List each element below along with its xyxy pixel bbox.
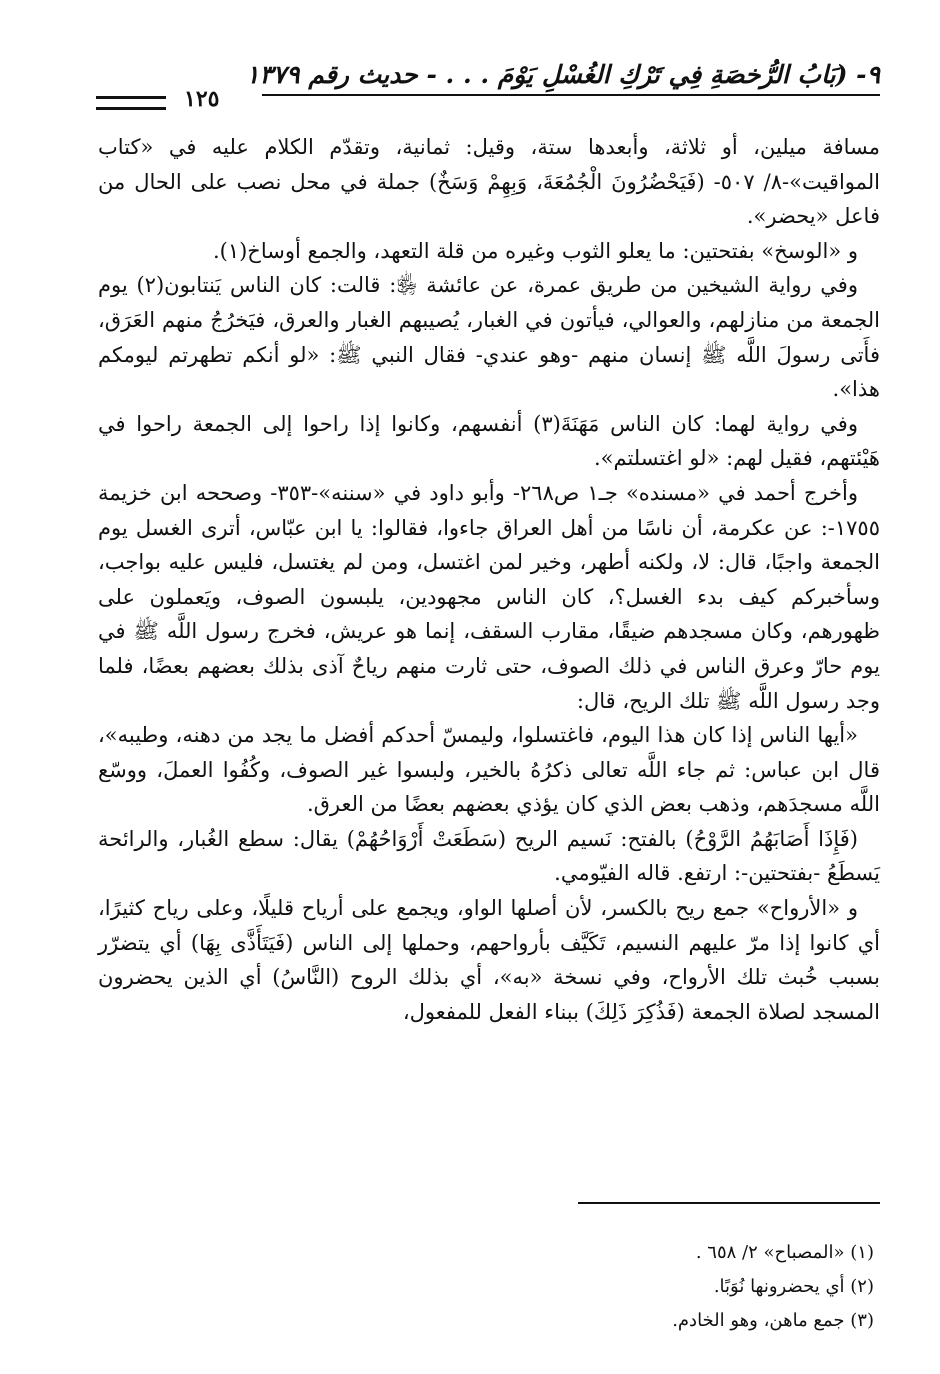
header-rule xyxy=(262,94,880,96)
footnote-2: (٢) أي يحضرونها نُوَبًا. xyxy=(713,1276,874,1297)
footnote-divider xyxy=(578,1202,880,1204)
paragraph-6: «أيها الناس إذا كان هذا اليوم، فاغتسلوا، وليمسّ أحدكم أفضل ما يجد من دهنه، وطيبه»، قال ابن عباس: ثم جاء اللَّه تعالى ذكرُهُ بالخير، ولبسوا غير الصوف، وكُفُوا العملَ، ووسّع اللَّه مسجدَهم، وذهب بعض الذي كان يؤذي بعضهم بعضًا من العرق. xyxy=(98,723,880,817)
paragraph-3: وفي رواية الشيخين من طريق عمرة، عن عائشة ﵂: قالت: كان الناس يَنتابون(٢) يوم الجمعة من منازلهم، والعوالي، فيأتون في الغبار، يُصيبهم الغبار والعرق، فيَخرُجُ منهم العَرَق، فأَتى رسولَ اللَّه ﷺ إنسان منهم -وهو عندي- فقال النبي ﷺ: «لو أنكم تطهرتم ليومكم هذا». xyxy=(98,273,880,402)
paragraph-2: و «الوسخ» بفتحتين: ما يعلو الثوب وغيره من قلة التعهد، والجمع أوساخ(١). xyxy=(212,238,858,263)
paragraph-1: مسافة ميلين، أو ثلاثة، وأبعدها ستة، وقيل: ثمانية، وتقدّم الكلام عليه في «كتاب المواقيت»-٨/ ٥٠٧- (فَيَحْضُرُونَ الْجُمُعَةَ، وَبِهِمْ وَسَخٌ) جملة في محل نصب على الحال من فاعل «يحضر». xyxy=(98,135,880,229)
header-double-rule xyxy=(96,96,166,110)
body-text xyxy=(98,130,880,1029)
page-number: ١٢٥ xyxy=(184,86,220,112)
running-title: ٩- (بَابُ الرُّخصَةِ فِي تَرْكِ الغُسْلِ يَوْمَ . . . - حديث رقم ١٣٧٩ xyxy=(245,60,880,89)
paragraph-8: و «الأرواح» جمع ريح بالكسر، لأن أصلها الواو، ويجمع على أرياح قليلًا، وعلى رياح كثيرًا، أي كانوا إذا مرّ عليهم النسيم، تَكَيَّف بأرواحهم، وحملها إلى الناس (فَيَتَأَذَّى بِهَا) أي يتضرّر بسبب خُبث تلك الأرواح، وفي نسخة «به»، أي بذلك الروح (النَّاسُ) أي الذين يحضرون المسجد لصلاة الجمعة (فَذُكِرَ ذَلِكَ) ببناء الفعل للمفعول، xyxy=(98,896,880,1024)
page-header xyxy=(96,52,880,112)
footnote-3: (٣) جمع ماهن، وهو الخادم. xyxy=(672,1310,874,1331)
paragraph-7: (فَإِذَا أَصَابَهُمُ الرَّوْحُ) بالفتح: نَسيم الريح (سَطَعَتْ أَرْوَاحُهُمْ) يقال: سطع الغُبار، والرائحة يَسطَعُ -بفتحتين-: ارتفع. قاله الفيّومي. xyxy=(98,826,880,886)
footnotes xyxy=(672,1236,874,1338)
paragraph-4: وفي رواية لهما: كان الناس مَهَنَةَ(٣) أنفسهم، وكانوا إذا راحوا إلى الجمعة راحوا في هَيْئتهم، فقيل لهم: «لو اغتسلتم». xyxy=(98,411,880,471)
footnote-1: (١) «المصباح» ٢/ ٦٥٨ . xyxy=(695,1242,874,1263)
paragraph-5: وأخرج أحمد في «مسنده» جـ١ ص٢٦٨- وأبو داود في «سننه»-٣٥٣- وصححه ابن خزيمة ١٧٥٥-: عن عكرمة، أن ناسًا من أهل العراق جاءوا، فقالوا: يا ابن عبّاس، أترى الغسل يوم الجمعة واجبًا، قال: لا، ولكنه أطهر، وخير لمن اغتسل، ومن لم يغتسل، فليس عليه بواجب، وسأخبركم كيف بدء الغسل؟، كان الناس مجهودين، يلبسون الصوف، ويَعملون على ظهورهم، وكان مسجدهم ضيقًا، مقارب السقف، إنما هو عريش، فخرج رسول اللَّه ﷺ في يوم حارّ وعرق الناس في ذلك الصوف، حتى ثارت منهم رياحٌ آذى بذلك بعضهم بعضًا، فلما وجد رسول اللَّه ﷺ تلك الريح، قال: xyxy=(98,480,880,713)
